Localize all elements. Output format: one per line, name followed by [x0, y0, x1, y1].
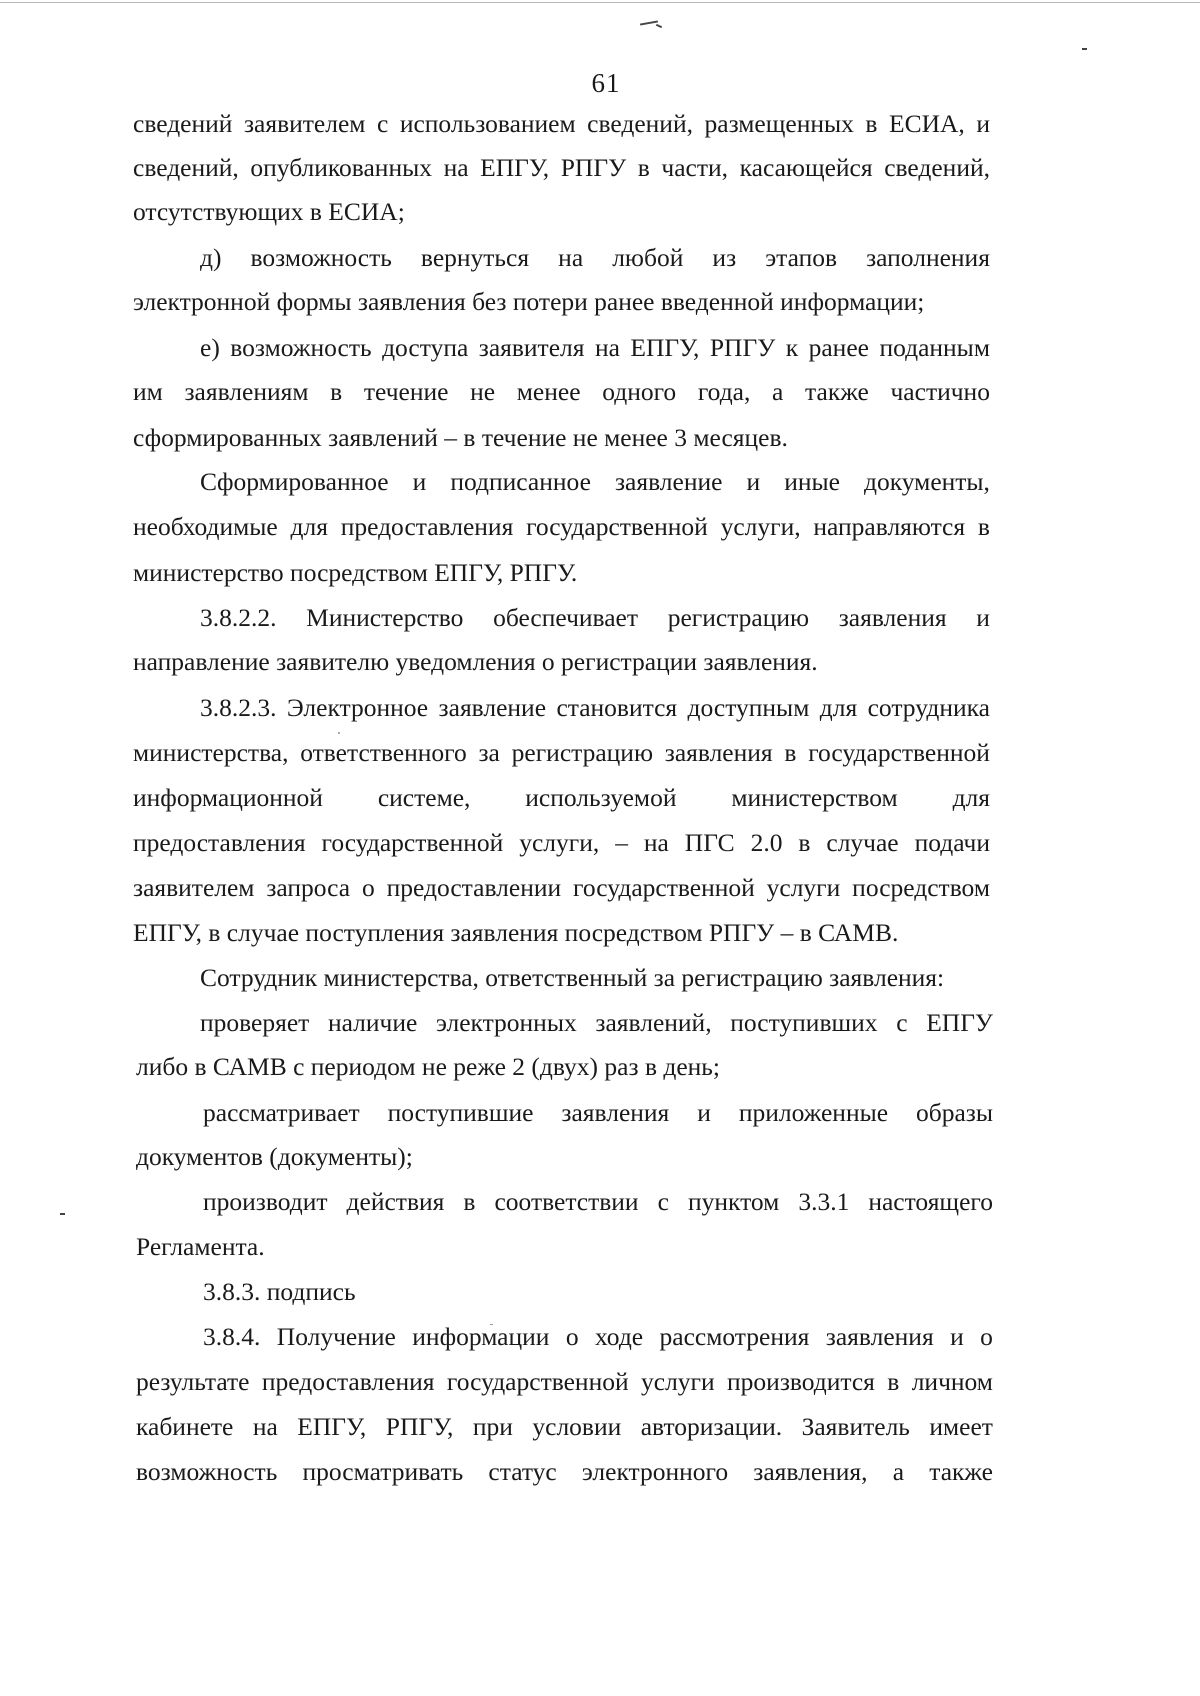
text-line: министерства, ответственного за регистрацию заявления в государственной	[133, 738, 990, 767]
text-line: Сотрудник министерства, ответственный за регистрацию заявления:	[200, 963, 945, 992]
text-line: 3.8.4. Получение информации о ходе рассмотрения заявления и о	[203, 1322, 993, 1351]
text-line: направление заявителю уведомления о регистрации заявления.	[133, 647, 818, 676]
text-line: сформированных заявлений – в течение не менее 3 месяцев.	[133, 423, 788, 452]
text-line: возможность просматривать статус электронного заявления, а также	[136, 1457, 993, 1486]
text-line: 3.8.2.2. Министерство обеспечивает регистрацию заявления и	[200, 603, 990, 632]
text-line: 3.8.3. подпись	[203, 1277, 356, 1306]
text-line: предоставления государственной услуги, – на ПГС 2.0 в случае подачи	[133, 828, 990, 857]
text-line: электронной формы заявления без потери ранее введенной информации;	[133, 287, 925, 316]
text-line: д) возможность вернуться на любой из этапов заполнения	[200, 243, 990, 272]
text-line: Сформированное и подписанное заявление и иные документы,	[200, 467, 990, 496]
text-line: проверяет наличие электронных заявлений, поступивших с ЕПГУ	[200, 1008, 993, 1037]
text-line: необходимые для предоставления государственной услуги, направляются в	[133, 512, 990, 541]
scan-artifact	[1082, 48, 1087, 50]
text-line: Регламента.	[136, 1232, 265, 1261]
text-line: результате предоставления государственной услуги производится в личном	[136, 1367, 993, 1396]
text-line: сведений заявителем с использованием сведений, размещенных в ЕСИА, и	[133, 109, 990, 138]
text-line: отсутствующих в ЕСИА;	[133, 197, 405, 226]
scan-artifact	[656, 24, 662, 28]
page-number: 61	[591, 68, 621, 98]
text-line: е) возможность доступа заявителя на ЕПГУ, РПГУ к ранее поданным	[200, 333, 990, 362]
text-line: документов (документы);	[136, 1142, 413, 1171]
text-line: рассматривает поступившие заявления и приложенные образы	[203, 1098, 993, 1127]
text-line: производит действия в соответствии с пунктом 3.3.1 настоящего	[203, 1187, 993, 1216]
text-line: сведений, опубликованных на ЕПГУ, РПГУ в части, касающейся сведений,	[133, 153, 990, 182]
scan-artifact	[338, 732, 340, 734]
text-line: им заявлениям в течение не менее одного года, а также частично	[133, 377, 990, 406]
text-line: министерство посредством ЕПГУ, РПГУ.	[133, 558, 578, 587]
text-line: кабинете на ЕПГУ, РПГУ, при условии авторизации. Заявитель имеет	[136, 1412, 993, 1441]
text-line: информационной системе, используемой министерством для	[133, 783, 990, 812]
scan-artifact	[60, 1213, 65, 1215]
scan-top-edge	[0, 2, 1200, 3]
text-line: ЕПГУ, в случае поступления заявления посредством РПГУ – в САМВ.	[133, 918, 899, 947]
text-line: либо в САМВ с периодом не реже 2 (двух) раз в день;	[136, 1052, 721, 1081]
text-line: 3.8.2.3. Электронное заявление становится доступным для сотрудника	[200, 693, 990, 722]
text-line: заявителем запроса о предоставлении государственной услуги посредством	[133, 873, 990, 902]
